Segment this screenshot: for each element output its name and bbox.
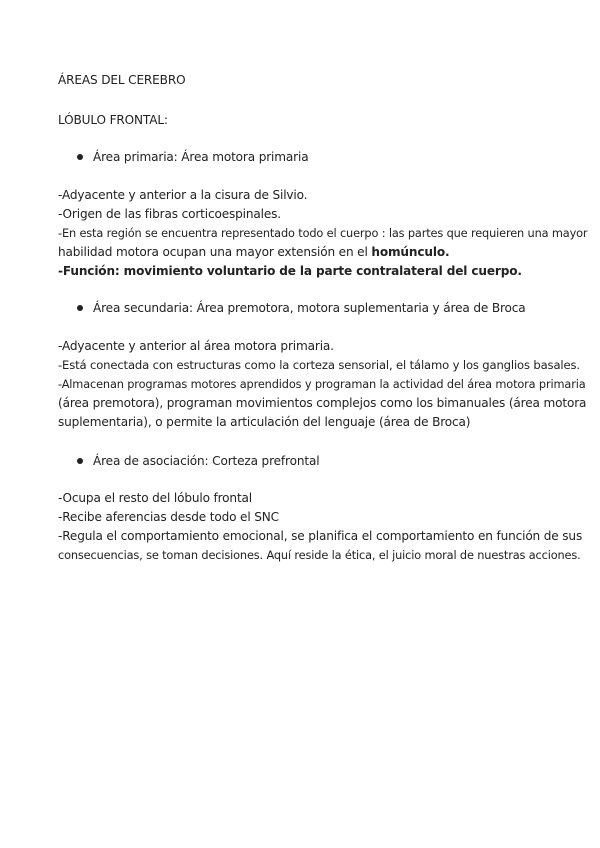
bullet-label: Área primaria: Área motora primaria (93, 150, 309, 164)
paragraph-line: -Adyacente y anterior al área motora primaria. (58, 339, 334, 353)
bullet-item-association-area (77, 453, 319, 469)
bullet-item-secondary-area (77, 300, 526, 316)
bullet-label: Área de asociación: Corteza prefrontal (93, 454, 320, 468)
paragraph-line: -Regula el comportamiento emocional, se planifica el comportamiento en función de sus (58, 529, 583, 543)
paragraph-line: -Origen de las fibras corticoespinales. (58, 207, 281, 221)
paragraph-text: habilidad motora ocupan una mayor extensión en el (58, 245, 372, 259)
bold-term: homúnculo. (371, 245, 450, 259)
paragraph-line: -Recibe aferencias desde todo el SNC (58, 510, 279, 524)
bullet-label: Área secundaria: Área premotora, motora suplementaria y área de Broca (93, 301, 526, 315)
paragraph-line: -Está conectada con estructuras como la corteza sensorial, el tálamo y los ganglios basales. (58, 358, 580, 372)
paragraph-line: -Adyacente y anterior a la cisura de Silvio. (58, 188, 308, 202)
paragraph-line: -Ocupa el resto del lóbulo frontal (58, 491, 253, 505)
document-title: ÁREAS DEL CEREBRO (58, 73, 186, 87)
bullet-item-primary-area (77, 149, 308, 165)
paragraph-line: suplementaria), o permite la articulación del lenguaje (área de Broca) (58, 415, 471, 429)
paragraph-line: -Almacenan programas motores aprendidos y programan la actividad del área motora primaria (58, 377, 586, 391)
paragraph-line: consecuencias, se toman decisiones. Aquí reside la ética, el juicio moral de nuestras acciones. (58, 548, 581, 562)
bullet-dot-icon (77, 154, 83, 160)
function-statement: -Función: movimiento voluntario de la parte contralateral del cuerpo. (58, 264, 522, 278)
paragraph-line: (área premotora), programan movimientos complejos como los bimanuales (área motora (58, 396, 587, 410)
section-heading: LÓBULO FRONTAL: (58, 113, 168, 127)
paragraph-line-homunculo (58, 244, 449, 260)
bullet-dot-icon (77, 305, 83, 311)
bullet-dot-icon (77, 458, 83, 464)
paragraph-line: -En esta región se encuentra representado todo el cuerpo : las partes que requieren una mayor (58, 226, 588, 240)
